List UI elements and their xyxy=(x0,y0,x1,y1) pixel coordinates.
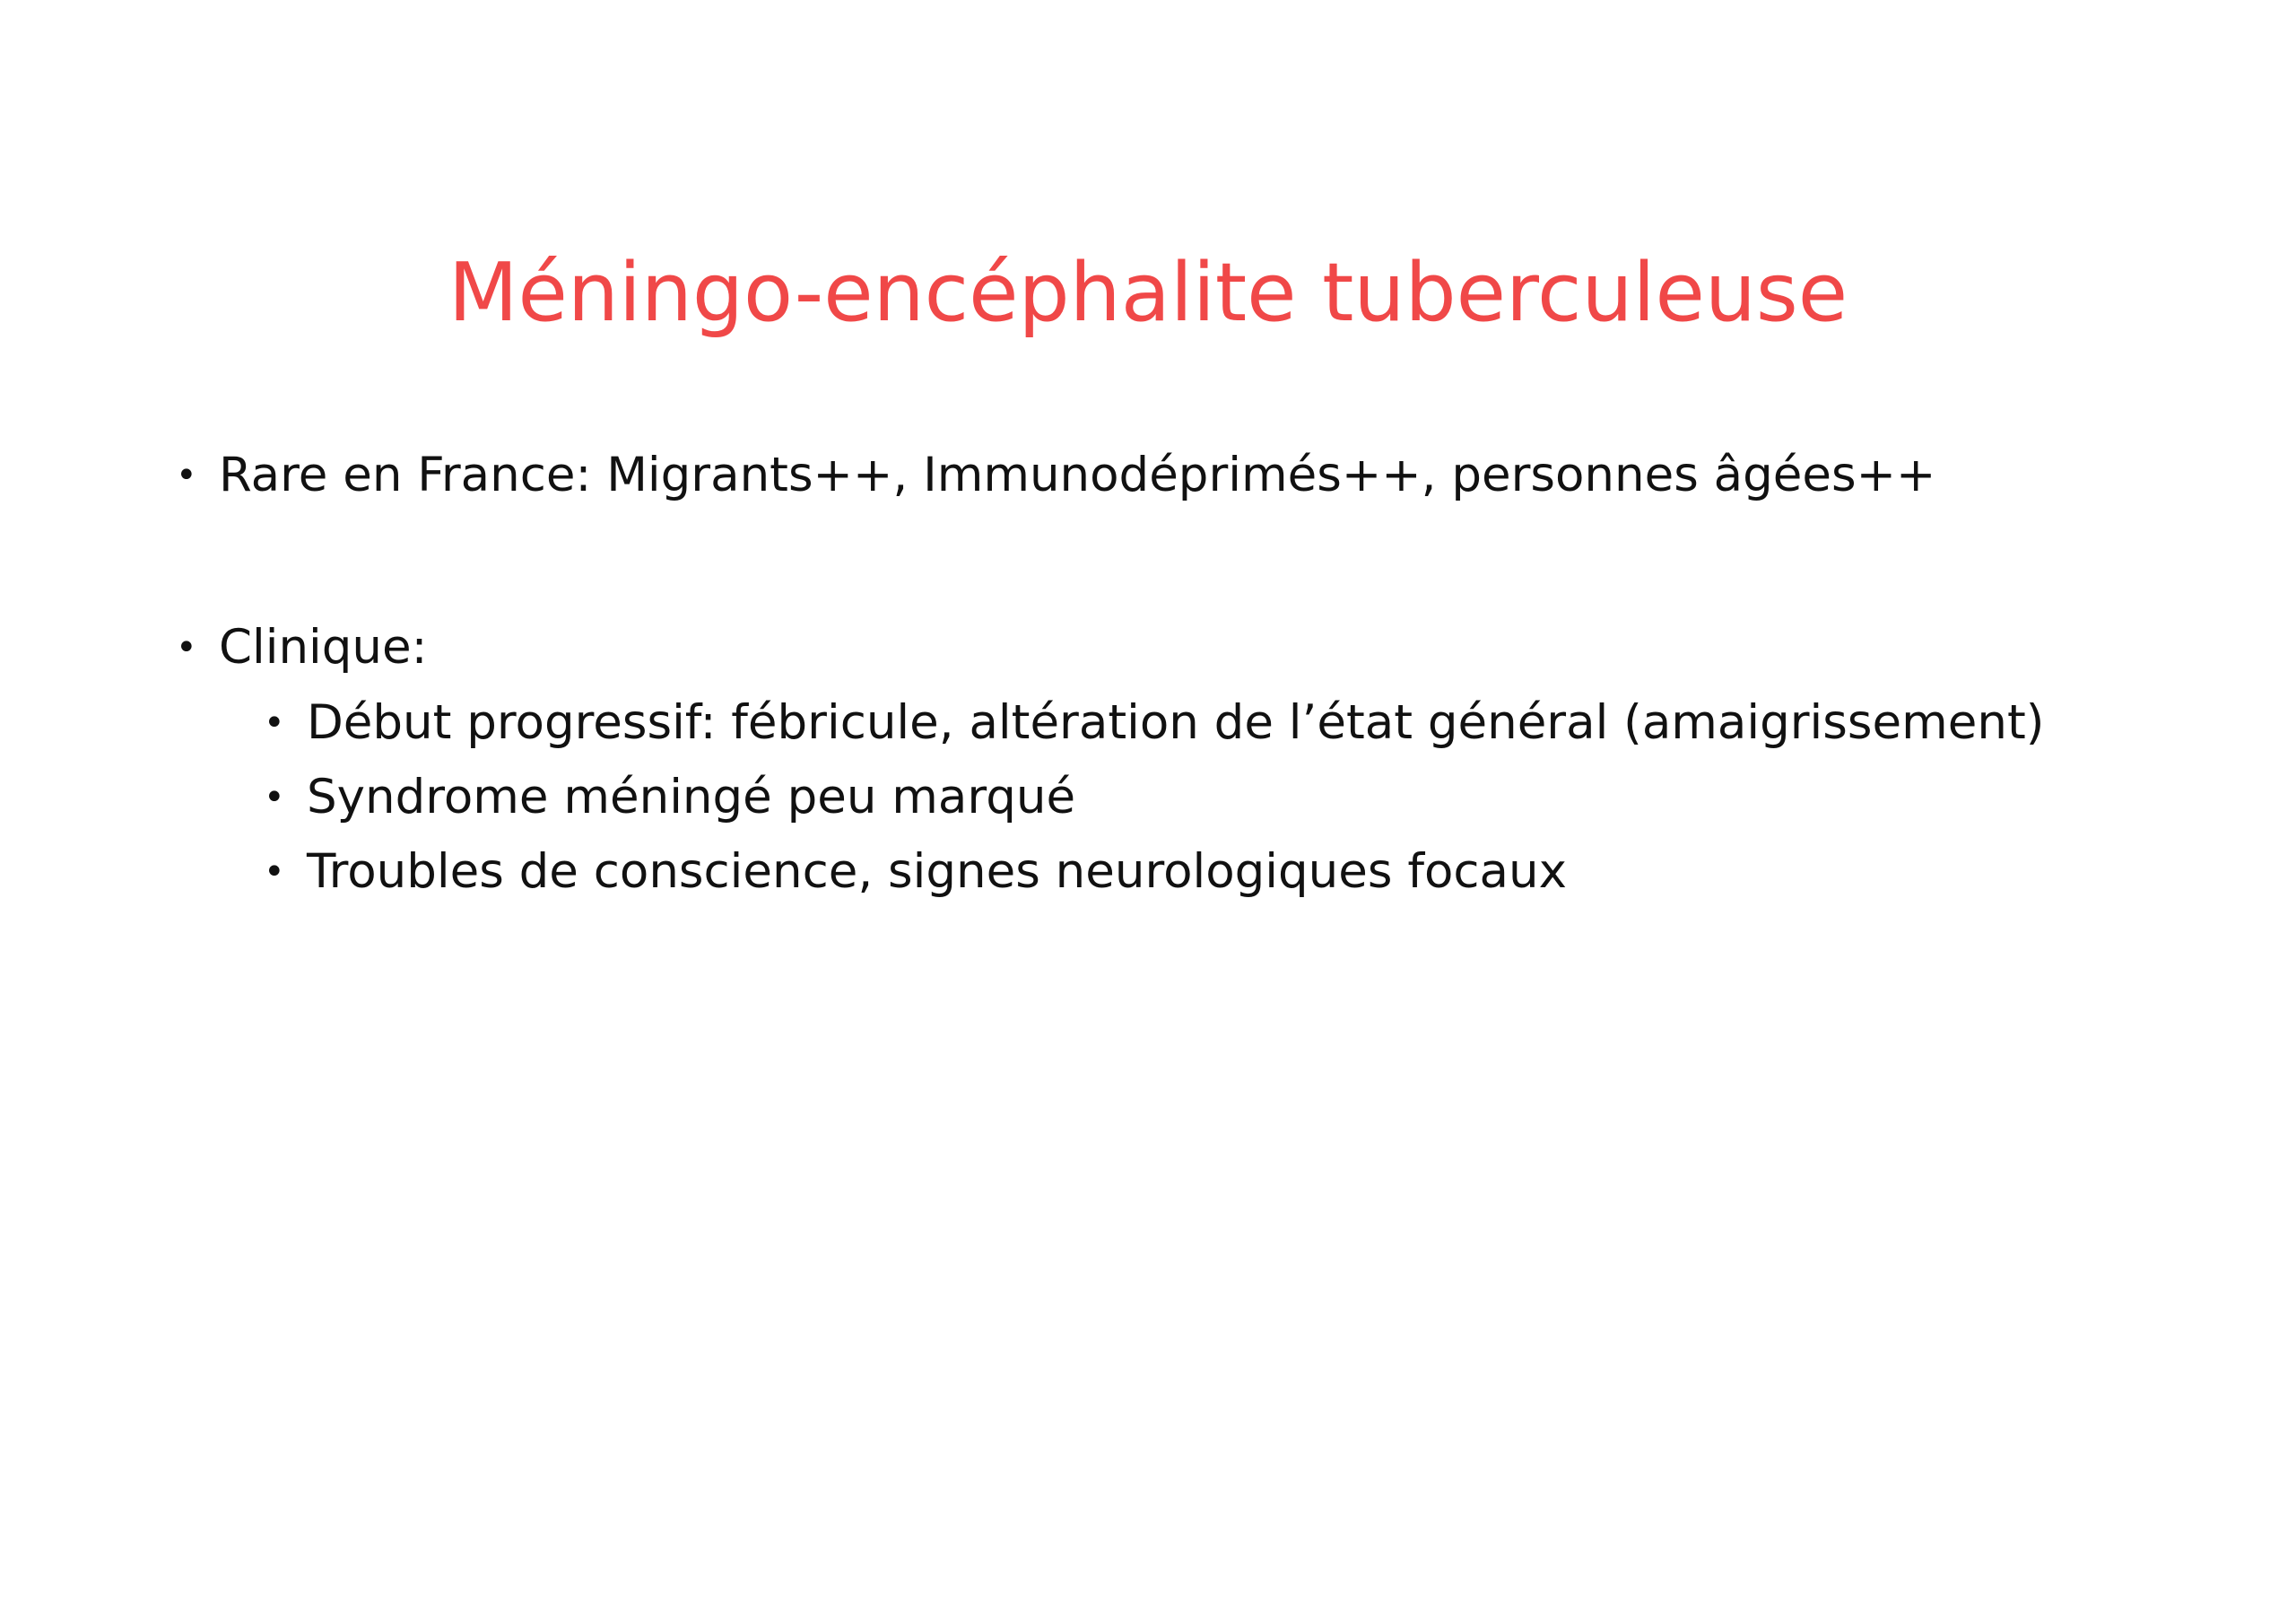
sub-bullet-marker: • xyxy=(264,777,285,818)
bullet-text: Rare en France: Migrants++, Immunodéprimés++, personnes âgées++ xyxy=(219,448,1936,502)
sub-bullet-text: Début progressif: fébricule, altération de l’état général (amaigrissement) xyxy=(307,695,2045,750)
slide-title: Méningo-encéphalite tuberculeuse xyxy=(448,246,1848,340)
bullet-marker: • xyxy=(176,627,197,668)
sub-bullet-text: Troubles de conscience, signes neurologiques focaux xyxy=(307,844,1567,899)
sub-bullet-text: Syndrome méningé peu marqué xyxy=(307,770,1076,824)
sub-bullet-marker: • xyxy=(264,851,285,893)
bullet-marker: • xyxy=(176,455,197,496)
bullet-text: Clinique: xyxy=(219,620,428,675)
sub-bullet-marker: • xyxy=(264,702,285,744)
